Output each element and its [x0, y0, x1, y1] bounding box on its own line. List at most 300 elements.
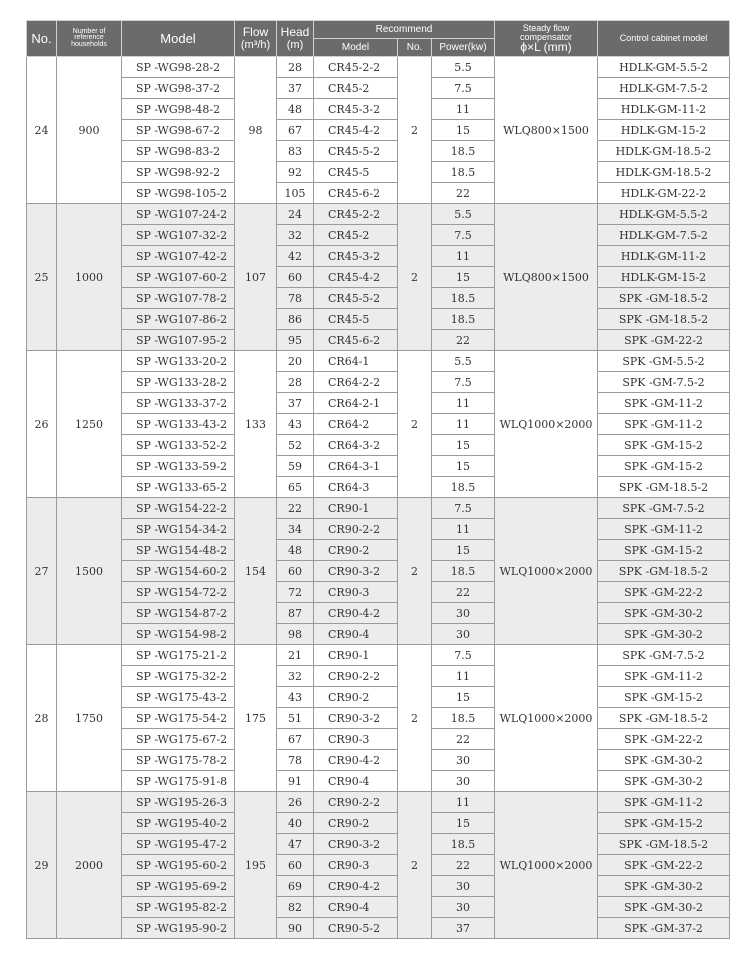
- rec-model-cell: CR45-5-2: [314, 141, 398, 162]
- rec-model-cell: CR45-2: [314, 78, 398, 99]
- table-row: [27, 540, 730, 561]
- head-cell: 67: [277, 729, 314, 750]
- cabinet-cell: SPK -GM-30-2: [598, 897, 730, 918]
- model-cell: SP -WG195-69-2: [122, 876, 235, 897]
- header-no: No.: [27, 21, 57, 57]
- head-cell: 40: [277, 813, 314, 834]
- table-row: [27, 645, 730, 666]
- head-cell: 48: [277, 99, 314, 120]
- table-row: [27, 855, 730, 876]
- compensator-cell: WLQ800×1500: [495, 57, 598, 204]
- flow-cell: 175: [235, 645, 277, 792]
- table-row: [27, 351, 730, 372]
- table-row: [27, 876, 730, 897]
- power-cell: 11: [432, 393, 495, 414]
- rec-no-cell: 2: [398, 351, 432, 498]
- head-cell: 60: [277, 561, 314, 582]
- model-cell: SP -WG133-28-2: [122, 372, 235, 393]
- cabinet-cell: SPK -GM-15-2: [598, 435, 730, 456]
- table-row: [27, 477, 730, 498]
- power-cell: 22: [432, 855, 495, 876]
- cabinet-cell: HDLK-GM-11-2: [598, 246, 730, 267]
- group-no-cell: 27: [27, 498, 57, 645]
- model-cell: SP -WG107-78-2: [122, 288, 235, 309]
- power-cell: 18.5: [432, 309, 495, 330]
- power-cell: 7.5: [432, 498, 495, 519]
- rec-model-cell: CR64-2-1: [314, 393, 398, 414]
- model-cell: SP -WG98-67-2: [122, 120, 235, 141]
- rec-model-cell: CR45-3-2: [314, 246, 398, 267]
- header-flow-unit: (m³/h): [240, 39, 271, 51]
- model-cell: SP -WG107-42-2: [122, 246, 235, 267]
- table-row: [27, 687, 730, 708]
- rec-model-cell: CR45-2: [314, 225, 398, 246]
- households-cell: 1250: [57, 351, 122, 498]
- rec-model-cell: CR90-3: [314, 582, 398, 603]
- power-cell: 22: [432, 582, 495, 603]
- head-cell: 32: [277, 666, 314, 687]
- table-row: [27, 666, 730, 687]
- cabinet-cell: SPK -GM-15-2: [598, 687, 730, 708]
- flow-cell: 133: [235, 351, 277, 498]
- table-row: [27, 729, 730, 750]
- model-cell: SP -WG133-59-2: [122, 456, 235, 477]
- head-cell: 78: [277, 288, 314, 309]
- power-cell: 11: [432, 519, 495, 540]
- cabinet-cell: HDLK-GM-7.5-2: [598, 78, 730, 99]
- rec-model-cell: CR90-4: [314, 771, 398, 792]
- table-row: [27, 792, 730, 813]
- rec-model-cell: CR64-3-1: [314, 456, 398, 477]
- power-cell: 18.5: [432, 834, 495, 855]
- table-row: [27, 414, 730, 435]
- model-cell: SP -WG133-37-2: [122, 393, 235, 414]
- model-cell: SP -WG98-105-2: [122, 183, 235, 204]
- rec-model-cell: CR90-2: [314, 540, 398, 561]
- households-cell: 1000: [57, 204, 122, 351]
- flow-cell: 154: [235, 498, 277, 645]
- rec-model-cell: CR90-3: [314, 855, 398, 876]
- model-cell: SP -WG154-34-2: [122, 519, 235, 540]
- group-no-cell: 24: [27, 57, 57, 204]
- header-flow: [235, 21, 277, 57]
- header-recommend: Recommend: [314, 21, 495, 39]
- rec-model-cell: CR90-3: [314, 729, 398, 750]
- model-cell: SP -WG154-22-2: [122, 498, 235, 519]
- model-cell: SP -WG175-43-2: [122, 687, 235, 708]
- rec-model-cell: CR45-5: [314, 309, 398, 330]
- power-cell: 15: [432, 813, 495, 834]
- compensator-cell: WLQ800×1500: [495, 204, 598, 351]
- table-row: [27, 750, 730, 771]
- model-cell: SP -WG133-20-2: [122, 351, 235, 372]
- power-cell: 7.5: [432, 78, 495, 99]
- cabinet-cell: HDLK-GM-11-2: [598, 99, 730, 120]
- compensator-cell: WLQ1000×2000: [495, 351, 598, 498]
- rec-model-cell: CR90-2: [314, 687, 398, 708]
- head-cell: 32: [277, 225, 314, 246]
- table-row: [27, 120, 730, 141]
- head-cell: 60: [277, 855, 314, 876]
- table-row: [27, 330, 730, 351]
- header-head: [277, 21, 314, 57]
- cabinet-cell: SPK -GM-18.5-2: [598, 309, 730, 330]
- head-cell: 59: [277, 456, 314, 477]
- cabinet-cell: SPK -GM-18.5-2: [598, 477, 730, 498]
- rec-model-cell: CR64-2-2: [314, 372, 398, 393]
- head-cell: 34: [277, 519, 314, 540]
- model-cell: SP -WG175-91-8: [122, 771, 235, 792]
- cabinet-cell: HDLK-GM-5.5-2: [598, 57, 730, 78]
- cabinet-cell: HDLK-GM-15-2: [598, 120, 730, 141]
- head-cell: 47: [277, 834, 314, 855]
- table-row: [27, 141, 730, 162]
- rec-model-cell: CR90-3-2: [314, 708, 398, 729]
- model-cell: SP -WG98-92-2: [122, 162, 235, 183]
- model-cell: SP -WG107-95-2: [122, 330, 235, 351]
- table-row: [27, 708, 730, 729]
- table-row: [27, 918, 730, 939]
- cabinet-cell: HDLK-GM-5.5-2: [598, 204, 730, 225]
- cabinet-cell: SPK -GM-5.5-2: [598, 351, 730, 372]
- header-rec-model: Model: [314, 39, 398, 57]
- model-cell: SP -WG175-54-2: [122, 708, 235, 729]
- rec-model-cell: CR90-4: [314, 624, 398, 645]
- head-cell: 43: [277, 414, 314, 435]
- model-cell: SP -WG175-67-2: [122, 729, 235, 750]
- head-cell: 65: [277, 477, 314, 498]
- table-row: [27, 624, 730, 645]
- model-cell: SP -WG107-32-2: [122, 225, 235, 246]
- rec-model-cell: CR64-3: [314, 477, 398, 498]
- model-cell: SP -WG195-40-2: [122, 813, 235, 834]
- compensator-cell: WLQ1000×2000: [495, 792, 598, 939]
- head-cell: 67: [277, 120, 314, 141]
- model-cell: SP -WG133-52-2: [122, 435, 235, 456]
- cabinet-cell: HDLK-GM-18.5-2: [598, 162, 730, 183]
- power-cell: 5.5: [432, 351, 495, 372]
- header-head-label: Head: [280, 25, 310, 39]
- cabinet-cell: SPK -GM-11-2: [598, 519, 730, 540]
- model-cell: SP -WG195-90-2: [122, 918, 235, 939]
- table-row: [27, 498, 730, 519]
- cabinet-cell: SPK -GM-30-2: [598, 624, 730, 645]
- head-cell: 37: [277, 393, 314, 414]
- table-row: [27, 288, 730, 309]
- rec-model-cell: CR90-4: [314, 897, 398, 918]
- power-cell: 15: [432, 120, 495, 141]
- head-cell: 95: [277, 330, 314, 351]
- head-cell: 87: [277, 603, 314, 624]
- rec-model-cell: CR90-1: [314, 645, 398, 666]
- model-cell: SP -WG98-83-2: [122, 141, 235, 162]
- header-cabinet: Control cabinet model: [598, 21, 730, 57]
- model-cell: SP -WG175-78-2: [122, 750, 235, 771]
- power-cell: 18.5: [432, 561, 495, 582]
- power-cell: 5.5: [432, 57, 495, 78]
- head-cell: 72: [277, 582, 314, 603]
- group-no-cell: 28: [27, 645, 57, 792]
- power-cell: 30: [432, 876, 495, 897]
- rec-model-cell: CR90-5-2: [314, 918, 398, 939]
- model-cell: SP -WG98-28-2: [122, 57, 235, 78]
- cabinet-cell: HDLK-GM-22-2: [598, 183, 730, 204]
- head-cell: 90: [277, 918, 314, 939]
- model-cell: SP -WG195-47-2: [122, 834, 235, 855]
- model-cell: SP -WG175-21-2: [122, 645, 235, 666]
- table-row: [27, 204, 730, 225]
- model-cell: SP -WG195-26-3: [122, 792, 235, 813]
- model-cell: SP -WG107-24-2: [122, 204, 235, 225]
- rec-model-cell: CR45-4-2: [314, 120, 398, 141]
- cabinet-cell: SPK -GM-22-2: [598, 729, 730, 750]
- flow-cell: 98: [235, 57, 277, 204]
- table-row: [27, 372, 730, 393]
- rec-model-cell: CR45-4-2: [314, 267, 398, 288]
- power-cell: 30: [432, 897, 495, 918]
- head-cell: 52: [277, 435, 314, 456]
- head-cell: 86: [277, 309, 314, 330]
- power-cell: 11: [432, 414, 495, 435]
- table-row: [27, 246, 730, 267]
- table-row: [27, 225, 730, 246]
- table-row: [27, 393, 730, 414]
- rec-model-cell: CR64-1: [314, 351, 398, 372]
- cabinet-cell: SPK -GM-18.5-2: [598, 834, 730, 855]
- cabinet-cell: SPK -GM-22-2: [598, 855, 730, 876]
- model-cell: SP -WG133-43-2: [122, 414, 235, 435]
- cabinet-cell: SPK -GM-7.5-2: [598, 645, 730, 666]
- cabinet-cell: SPK -GM-7.5-2: [598, 372, 730, 393]
- cabinet-cell: HDLK-GM-18.5-2: [598, 141, 730, 162]
- cabinet-cell: SPK -GM-11-2: [598, 393, 730, 414]
- head-cell: 82: [277, 897, 314, 918]
- power-cell: 15: [432, 540, 495, 561]
- head-cell: 24: [277, 204, 314, 225]
- head-cell: 98: [277, 624, 314, 645]
- model-cell: SP -WG107-86-2: [122, 309, 235, 330]
- cabinet-cell: SPK -GM-15-2: [598, 813, 730, 834]
- head-cell: 83: [277, 141, 314, 162]
- rec-model-cell: CR45-5-2: [314, 288, 398, 309]
- power-cell: 30: [432, 771, 495, 792]
- header-compensator: [495, 21, 598, 57]
- power-cell: 22: [432, 330, 495, 351]
- power-cell: 22: [432, 183, 495, 204]
- table-row: [27, 57, 730, 78]
- model-cell: SP -WG107-60-2: [122, 267, 235, 288]
- table-row: [27, 267, 730, 288]
- header-model: Model: [122, 21, 235, 57]
- head-cell: 20: [277, 351, 314, 372]
- rec-model-cell: CR64-2: [314, 414, 398, 435]
- power-cell: 7.5: [432, 372, 495, 393]
- cabinet-cell: SPK -GM-11-2: [598, 792, 730, 813]
- model-cell: SP -WG154-72-2: [122, 582, 235, 603]
- rec-model-cell: CR90-3-2: [314, 561, 398, 582]
- group-no-cell: 26: [27, 351, 57, 498]
- model-cell: SP -WG175-32-2: [122, 666, 235, 687]
- cabinet-cell: SPK -GM-30-2: [598, 750, 730, 771]
- rec-model-cell: CR45-6-2: [314, 330, 398, 351]
- cabinet-cell: SPK -GM-22-2: [598, 330, 730, 351]
- group-no-cell: 29: [27, 792, 57, 939]
- rec-model-cell: CR90-2-2: [314, 519, 398, 540]
- cabinet-cell: SPK -GM-22-2: [598, 582, 730, 603]
- header-head-unit: (m): [286, 39, 304, 51]
- rec-model-cell: CR90-2: [314, 813, 398, 834]
- rec-no-cell: 2: [398, 645, 432, 792]
- rec-no-cell: 2: [398, 57, 432, 204]
- header-rec-power: Power(kw): [432, 39, 495, 57]
- model-cell: SP -WG195-60-2: [122, 855, 235, 876]
- rec-model-cell: CR90-2-2: [314, 792, 398, 813]
- cabinet-cell: SPK -GM-30-2: [598, 876, 730, 897]
- head-cell: 22: [277, 498, 314, 519]
- rec-model-cell: CR45-2-2: [314, 204, 398, 225]
- header-households: Number of reference households: [57, 21, 122, 57]
- power-cell: 11: [432, 666, 495, 687]
- table-row: [27, 813, 730, 834]
- power-cell: 11: [432, 246, 495, 267]
- rec-model-cell: CR45-6-2: [314, 183, 398, 204]
- cabinet-cell: SPK -GM-18.5-2: [598, 561, 730, 582]
- compensator-cell: WLQ1000×2000: [495, 645, 598, 792]
- head-cell: 60: [277, 267, 314, 288]
- head-cell: 26: [277, 792, 314, 813]
- rec-model-cell: CR64-3-2: [314, 435, 398, 456]
- rec-model-cell: CR90-3-2: [314, 834, 398, 855]
- power-cell: 11: [432, 792, 495, 813]
- model-cell: SP -WG133-65-2: [122, 477, 235, 498]
- model-cell: SP -WG154-60-2: [122, 561, 235, 582]
- power-cell: 15: [432, 687, 495, 708]
- table-row: [27, 78, 730, 99]
- cabinet-cell: SPK -GM-11-2: [598, 414, 730, 435]
- table-row: [27, 456, 730, 477]
- model-cell: SP -WG98-37-2: [122, 78, 235, 99]
- table-row: [27, 897, 730, 918]
- rec-no-cell: 2: [398, 792, 432, 939]
- model-cell: SP -WG195-82-2: [122, 897, 235, 918]
- power-cell: 18.5: [432, 477, 495, 498]
- households-cell: 1750: [57, 645, 122, 792]
- cabinet-cell: SPK -GM-30-2: [598, 771, 730, 792]
- model-cell: SP -WG154-87-2: [122, 603, 235, 624]
- head-cell: 105: [277, 183, 314, 204]
- head-cell: 92: [277, 162, 314, 183]
- rec-model-cell: CR90-1: [314, 498, 398, 519]
- head-cell: 43: [277, 687, 314, 708]
- power-cell: 18.5: [432, 162, 495, 183]
- table-row: [27, 771, 730, 792]
- pump-spec-table: [26, 20, 730, 939]
- head-cell: 78: [277, 750, 314, 771]
- cabinet-cell: SPK -GM-18.5-2: [598, 708, 730, 729]
- head-cell: 21: [277, 645, 314, 666]
- head-cell: 51: [277, 708, 314, 729]
- header-compensator-label: Steady flow compensator: [519, 22, 573, 42]
- cabinet-cell: SPK -GM-30-2: [598, 603, 730, 624]
- table-row: [27, 603, 730, 624]
- model-cell: SP -WG154-48-2: [122, 540, 235, 561]
- cabinet-cell: SPK -GM-15-2: [598, 540, 730, 561]
- power-cell: 30: [432, 603, 495, 624]
- model-cell: SP -WG98-48-2: [122, 99, 235, 120]
- rec-model-cell: CR90-2-2: [314, 666, 398, 687]
- cabinet-cell: HDLK-GM-15-2: [598, 267, 730, 288]
- table-row: [27, 561, 730, 582]
- power-cell: 5.5: [432, 204, 495, 225]
- power-cell: 22: [432, 729, 495, 750]
- head-cell: 69: [277, 876, 314, 897]
- table-row: [27, 435, 730, 456]
- cabinet-cell: SPK -GM-37-2: [598, 918, 730, 939]
- header-compensator-unit: ϕ×L (mm): [520, 40, 572, 55]
- model-cell: SP -WG154-98-2: [122, 624, 235, 645]
- rec-no-cell: 2: [398, 204, 432, 351]
- rec-model-cell: CR45-5: [314, 162, 398, 183]
- households-cell: 1500: [57, 498, 122, 645]
- rec-model-cell: CR45-3-2: [314, 99, 398, 120]
- table-row: [27, 834, 730, 855]
- power-cell: 30: [432, 624, 495, 645]
- rec-no-cell: 2: [398, 498, 432, 645]
- power-cell: 7.5: [432, 645, 495, 666]
- head-cell: 28: [277, 372, 314, 393]
- flow-cell: 107: [235, 204, 277, 351]
- power-cell: 18.5: [432, 708, 495, 729]
- power-cell: 11: [432, 99, 495, 120]
- cabinet-cell: SPK -GM-18.5-2: [598, 288, 730, 309]
- table-row: [27, 519, 730, 540]
- compensator-cell: WLQ1000×2000: [495, 498, 598, 645]
- households-cell: 2000: [57, 792, 122, 939]
- households-cell: 900: [57, 57, 122, 204]
- head-cell: 48: [277, 540, 314, 561]
- head-cell: 37: [277, 78, 314, 99]
- flow-cell: 195: [235, 792, 277, 939]
- rec-model-cell: CR90-4-2: [314, 876, 398, 897]
- table-row: [27, 309, 730, 330]
- rec-model-cell: CR45-2-2: [314, 57, 398, 78]
- power-cell: 15: [432, 456, 495, 477]
- cabinet-cell: HDLK-GM-7.5-2: [598, 225, 730, 246]
- cabinet-cell: SPK -GM-11-2: [598, 666, 730, 687]
- power-cell: 37: [432, 918, 495, 939]
- rec-model-cell: CR90-4-2: [314, 750, 398, 771]
- power-cell: 15: [432, 267, 495, 288]
- power-cell: 18.5: [432, 141, 495, 162]
- head-cell: 91: [277, 771, 314, 792]
- cabinet-cell: SPK -GM-15-2: [598, 456, 730, 477]
- head-cell: 42: [277, 246, 314, 267]
- group-no-cell: 25: [27, 204, 57, 351]
- table-row: [27, 183, 730, 204]
- header-rec-no: No.: [398, 39, 432, 57]
- cabinet-cell: SPK -GM-7.5-2: [598, 498, 730, 519]
- head-cell: 28: [277, 57, 314, 78]
- table-row: [27, 99, 730, 120]
- power-cell: 30: [432, 750, 495, 771]
- power-cell: 15: [432, 435, 495, 456]
- header-flow-label: Flow: [242, 25, 269, 39]
- table-row: [27, 582, 730, 603]
- power-cell: 18.5: [432, 288, 495, 309]
- table-row: [27, 162, 730, 183]
- power-cell: 7.5: [432, 225, 495, 246]
- rec-model-cell: CR90-4-2: [314, 603, 398, 624]
